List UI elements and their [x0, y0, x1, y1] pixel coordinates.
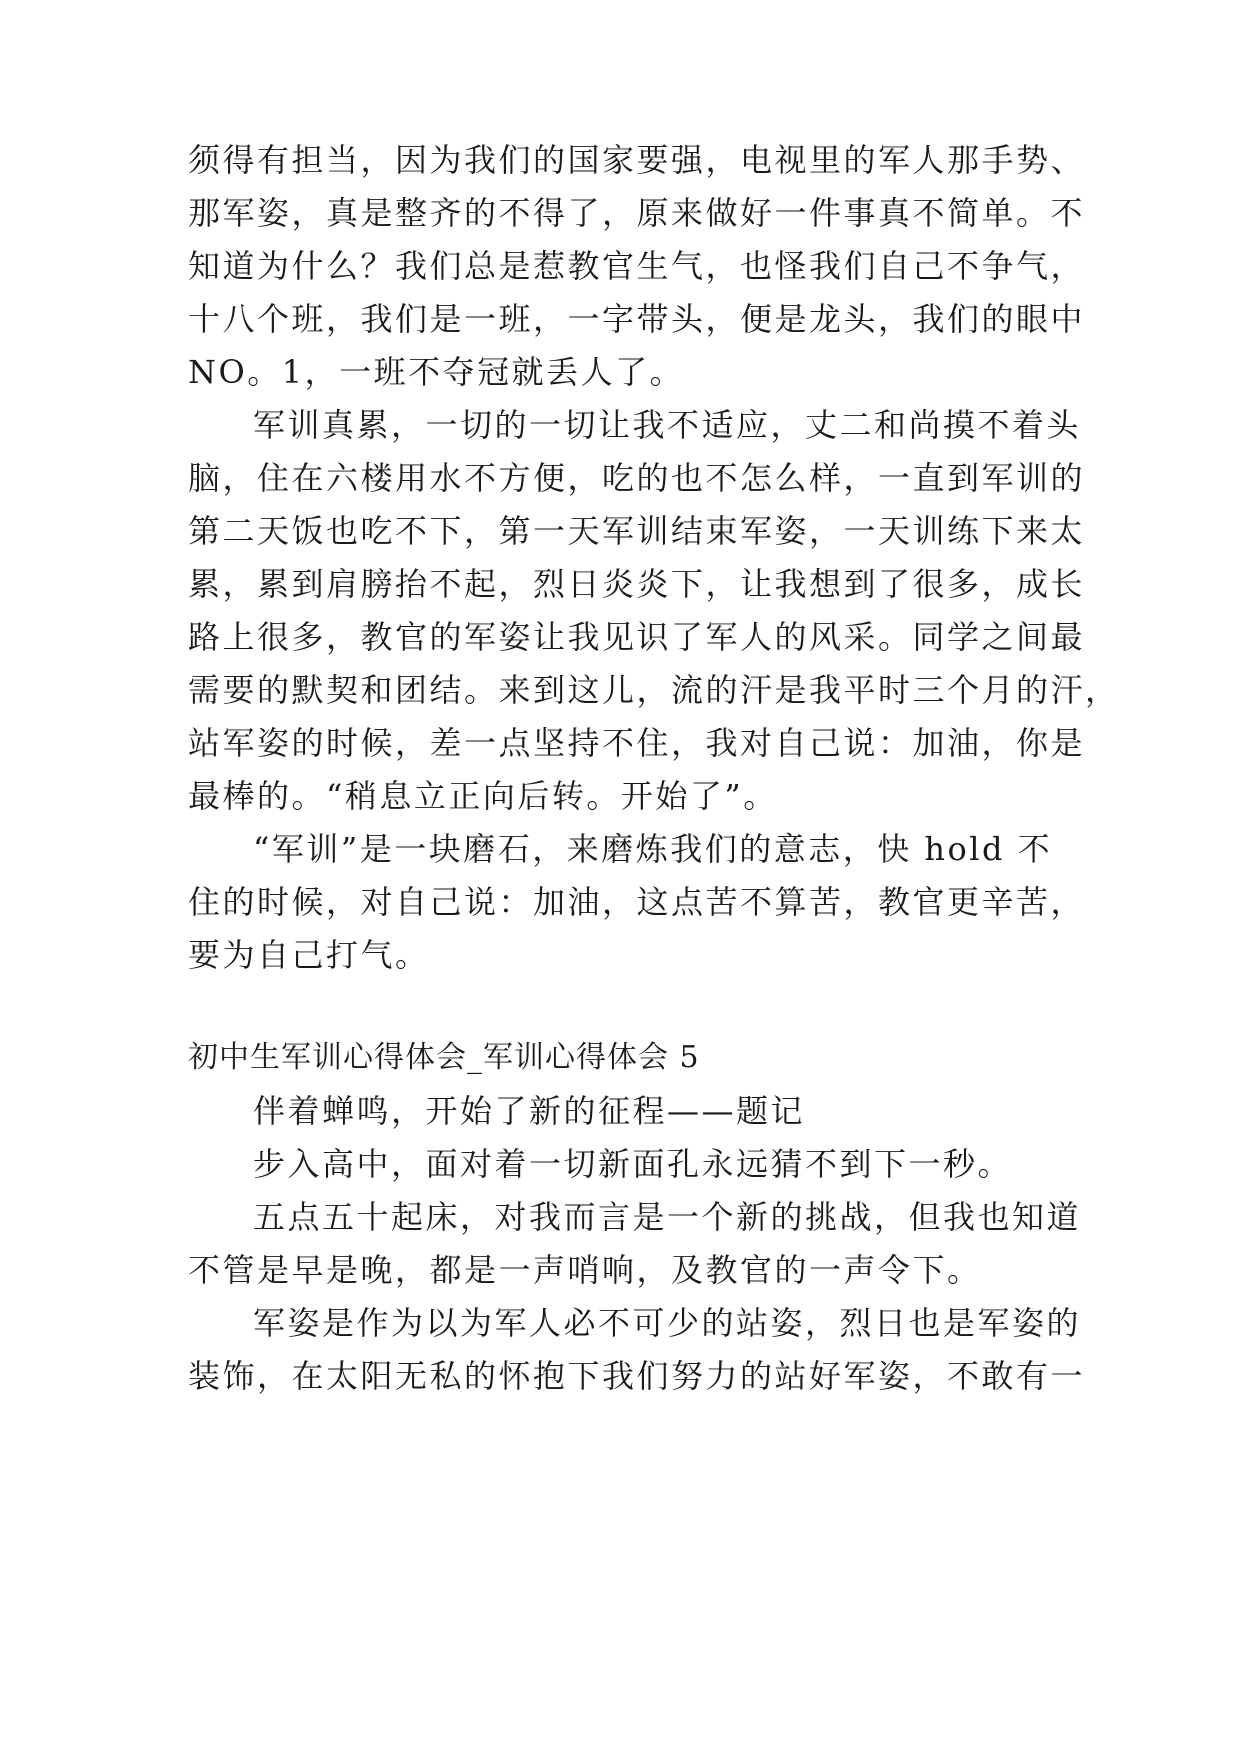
paragraph-line: NO。1，一班不夺冠就丢人了。 — [188, 353, 685, 391]
paragraph-line: 不管是早是晚，都是一声哨响，及教官的一声令下。 — [188, 1251, 982, 1289]
paragraph-line: 住的时候，对自己说：加油，这点苦不算苦，教官更辛苦， — [188, 883, 1086, 921]
paragraph-line: “军训”是一块磨石，来磨炼我们的意志，快 hold 不 — [253, 830, 1053, 868]
paragraph-line: 最棒的。“稍息立正向后转。开始了”。 — [188, 777, 778, 815]
paragraph-line: 第二天饭也吃不下，第一天军训结束军姿，一天训练下来太 — [188, 512, 1086, 550]
paragraph-line: 知道为什么？我们总是惹教官生气，也怪我们自己不争气， — [188, 247, 1086, 285]
paragraph-line: 要为自己打气。 — [188, 936, 430, 974]
paragraph-line: 五点五十起床，对我而言是一个新的挑战，但我也知道 — [253, 1198, 1082, 1236]
section-heading: 初中生军训心得体会_军训心得体会 5 — [188, 1040, 700, 1075]
paragraph-line: 步入高中，面对着一切新面孔永远猜不到下一秒。 — [253, 1145, 1013, 1183]
paragraph-line: 军训真累，一切的一切让我不适应，丈二和尚摸不着头 — [253, 406, 1082, 444]
paragraph-line: 须得有担当，因为我们的国家要强，电视里的军人那手势、 — [188, 141, 1086, 179]
paragraph-line: 路上很多，教官的军姿让我见识了军人的风采。同学之间最 — [188, 618, 1086, 656]
paragraph-line: 那军姿，真是整齐的不得了，原来做好一件事真不简单。不 — [188, 194, 1086, 232]
paragraph-line: 累，累到肩膀抬不起，烈日炎炎下，让我想到了很多，成长 — [188, 565, 1086, 603]
paragraph-line: 伴着蝉鸣，开始了新的征程——题记 — [253, 1092, 806, 1130]
paragraph-line: 军姿是作为以为军人必不可少的站姿，烈日也是军姿的 — [253, 1304, 1082, 1342]
paragraph-line: 站军姿的时候，差一点坚持不住，我对自己说：加油，你是 — [188, 724, 1086, 762]
paragraph-line: 装饰，在太阳无私的怀抱下我们努力的站好军姿，不敢有一 — [188, 1357, 1086, 1395]
paragraph-line: 十八个班，我们是一班，一字带头，便是龙头，我们的眼中 — [188, 300, 1086, 338]
paragraph-line: 脑，住在六楼用水不方便，吃的也不怎么样，一直到军训的 — [188, 459, 1086, 497]
paragraph-line: 需要的默契和团结。来到这儿，流的汗是我平时三个月的汗， — [188, 671, 1120, 709]
